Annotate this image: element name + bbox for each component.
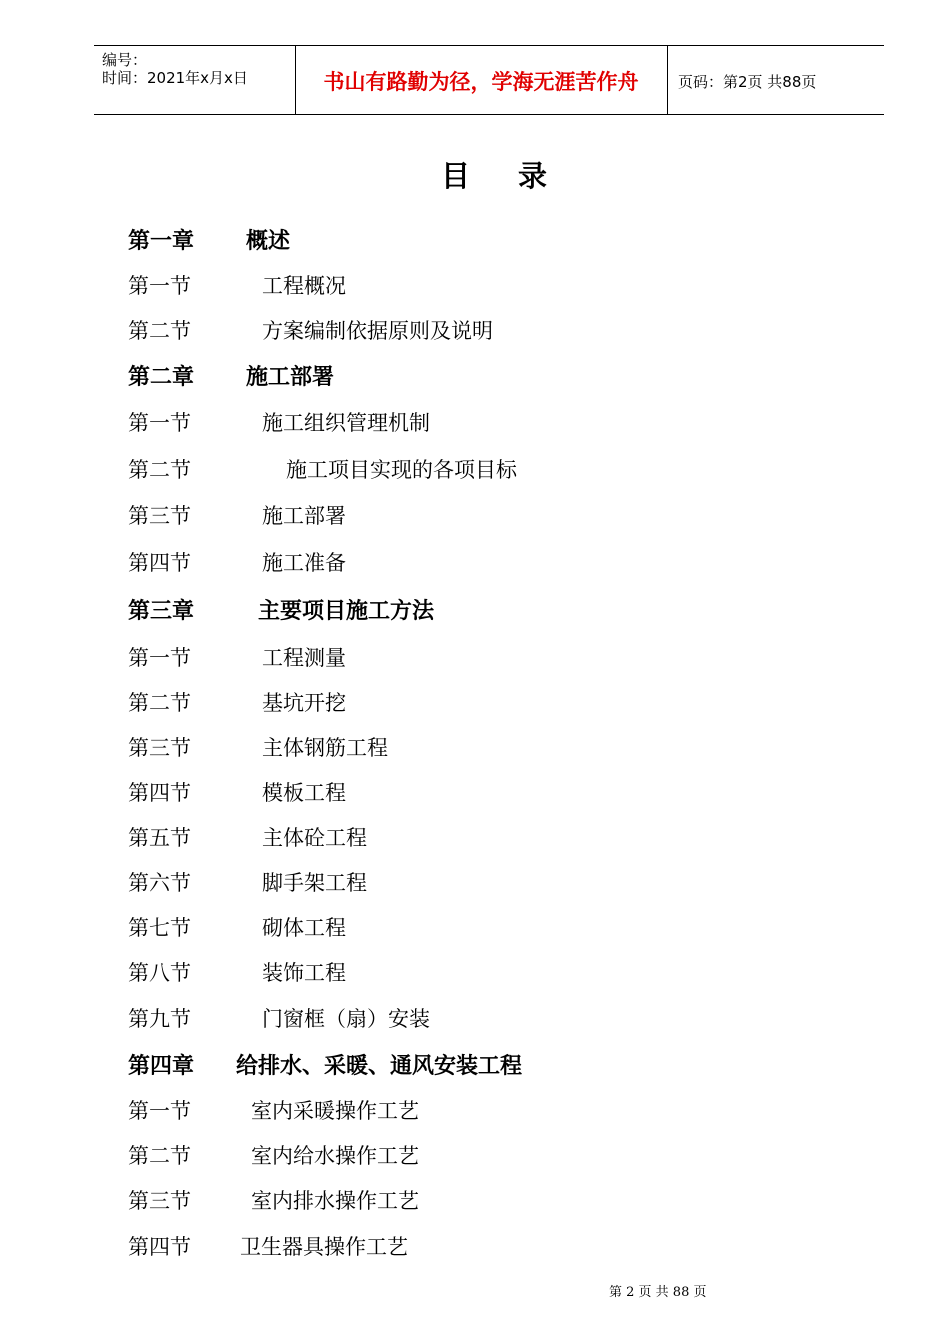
toc-entry-title: 主体钢筋工程 [262,736,388,760]
toc-entry-number: 第一章 [128,229,195,254]
toc-entry-title: 主要项目施工方法 [258,599,435,624]
document-number-label: 编号： [102,51,148,69]
page-header [94,45,884,115]
toc-entry-title: 卫生器具操作工艺 [240,1235,408,1259]
toc-entry-title: 施工准备 [262,551,346,575]
toc-entry-number: 第二节 [128,1144,191,1168]
page-title: 目录 [441,159,596,193]
toc-entry-title: 装饰工程 [262,961,346,985]
toc-entry-number: 第四节 [128,1235,191,1259]
toc-entry-number: 第一节 [128,646,191,670]
toc-entry-title: 室内采暖操作工艺 [251,1099,419,1123]
toc-entry-title: 室内排水操作工艺 [251,1189,419,1213]
toc-entry-number: 第四节 [128,551,191,575]
toc-entry-number: 第二节 [128,691,191,715]
toc-entry-number: 第三节 [128,736,191,760]
header-page-cell [668,46,884,114]
toc-entry-title: 砌体工程 [262,916,346,940]
toc-entry-title: 室内给水操作工艺 [251,1144,419,1168]
toc-entry-number: 第二节 [128,458,191,482]
document-time-label: 时间：2021年x月x日 [102,69,248,87]
page-footer: 第 2 页 共 88 页 [609,1285,707,1300]
header-page-info: 页码：第2页 共88页 [678,73,817,91]
toc-entry-title: 施工部署 [246,365,335,390]
header-meta-cell [94,46,296,114]
toc-entry-title: 给排水、采暖、通风安装工程 [236,1054,523,1079]
toc-entry-title: 脚手架工程 [262,871,367,895]
toc-entry-title: 施工组织管理机制 [262,411,430,435]
header-motto-cell [295,46,668,114]
toc-entry-title: 工程测量 [262,646,346,670]
toc-entry-number: 第一节 [128,1099,191,1123]
toc-entry-number: 第六节 [128,871,191,895]
toc-entry-number: 第二章 [128,365,195,390]
toc-entry-number: 第三节 [128,1189,191,1213]
toc-entry-number: 第四节 [128,781,191,805]
toc-entry-number: 第九节 [128,1007,191,1031]
toc-entry-title: 概述 [246,229,291,254]
header-motto: 书山有路勤为径，学海无涯苦作舟 [323,70,639,94]
toc-entry-number: 第一节 [128,411,191,435]
toc-entry-number: 第八节 [128,961,191,985]
toc-entry-number: 第五节 [128,826,191,850]
toc-entry-title: 模板工程 [262,781,346,805]
toc-entry-number: 第七节 [128,916,191,940]
toc-entry-number: 第三节 [128,504,191,528]
toc-entry-title: 门窗框（扇）安装 [262,1007,430,1031]
toc-entry-title: 基坑开挖 [262,691,346,715]
toc-entry-title: 主体砼工程 [262,826,367,850]
toc-entry-title: 工程概况 [262,274,346,298]
toc-entry-title: 施工部署 [262,504,346,528]
toc-entry-number: 第四章 [128,1054,195,1079]
toc-entry-number: 第三章 [128,599,195,624]
toc-entry-title: 施工项目实现的各项目标 [286,458,517,482]
toc-entry-number: 第二节 [128,319,191,343]
toc-entry-number: 第一节 [128,274,191,298]
toc-entry-title: 方案编制依据原则及说明 [262,319,493,343]
